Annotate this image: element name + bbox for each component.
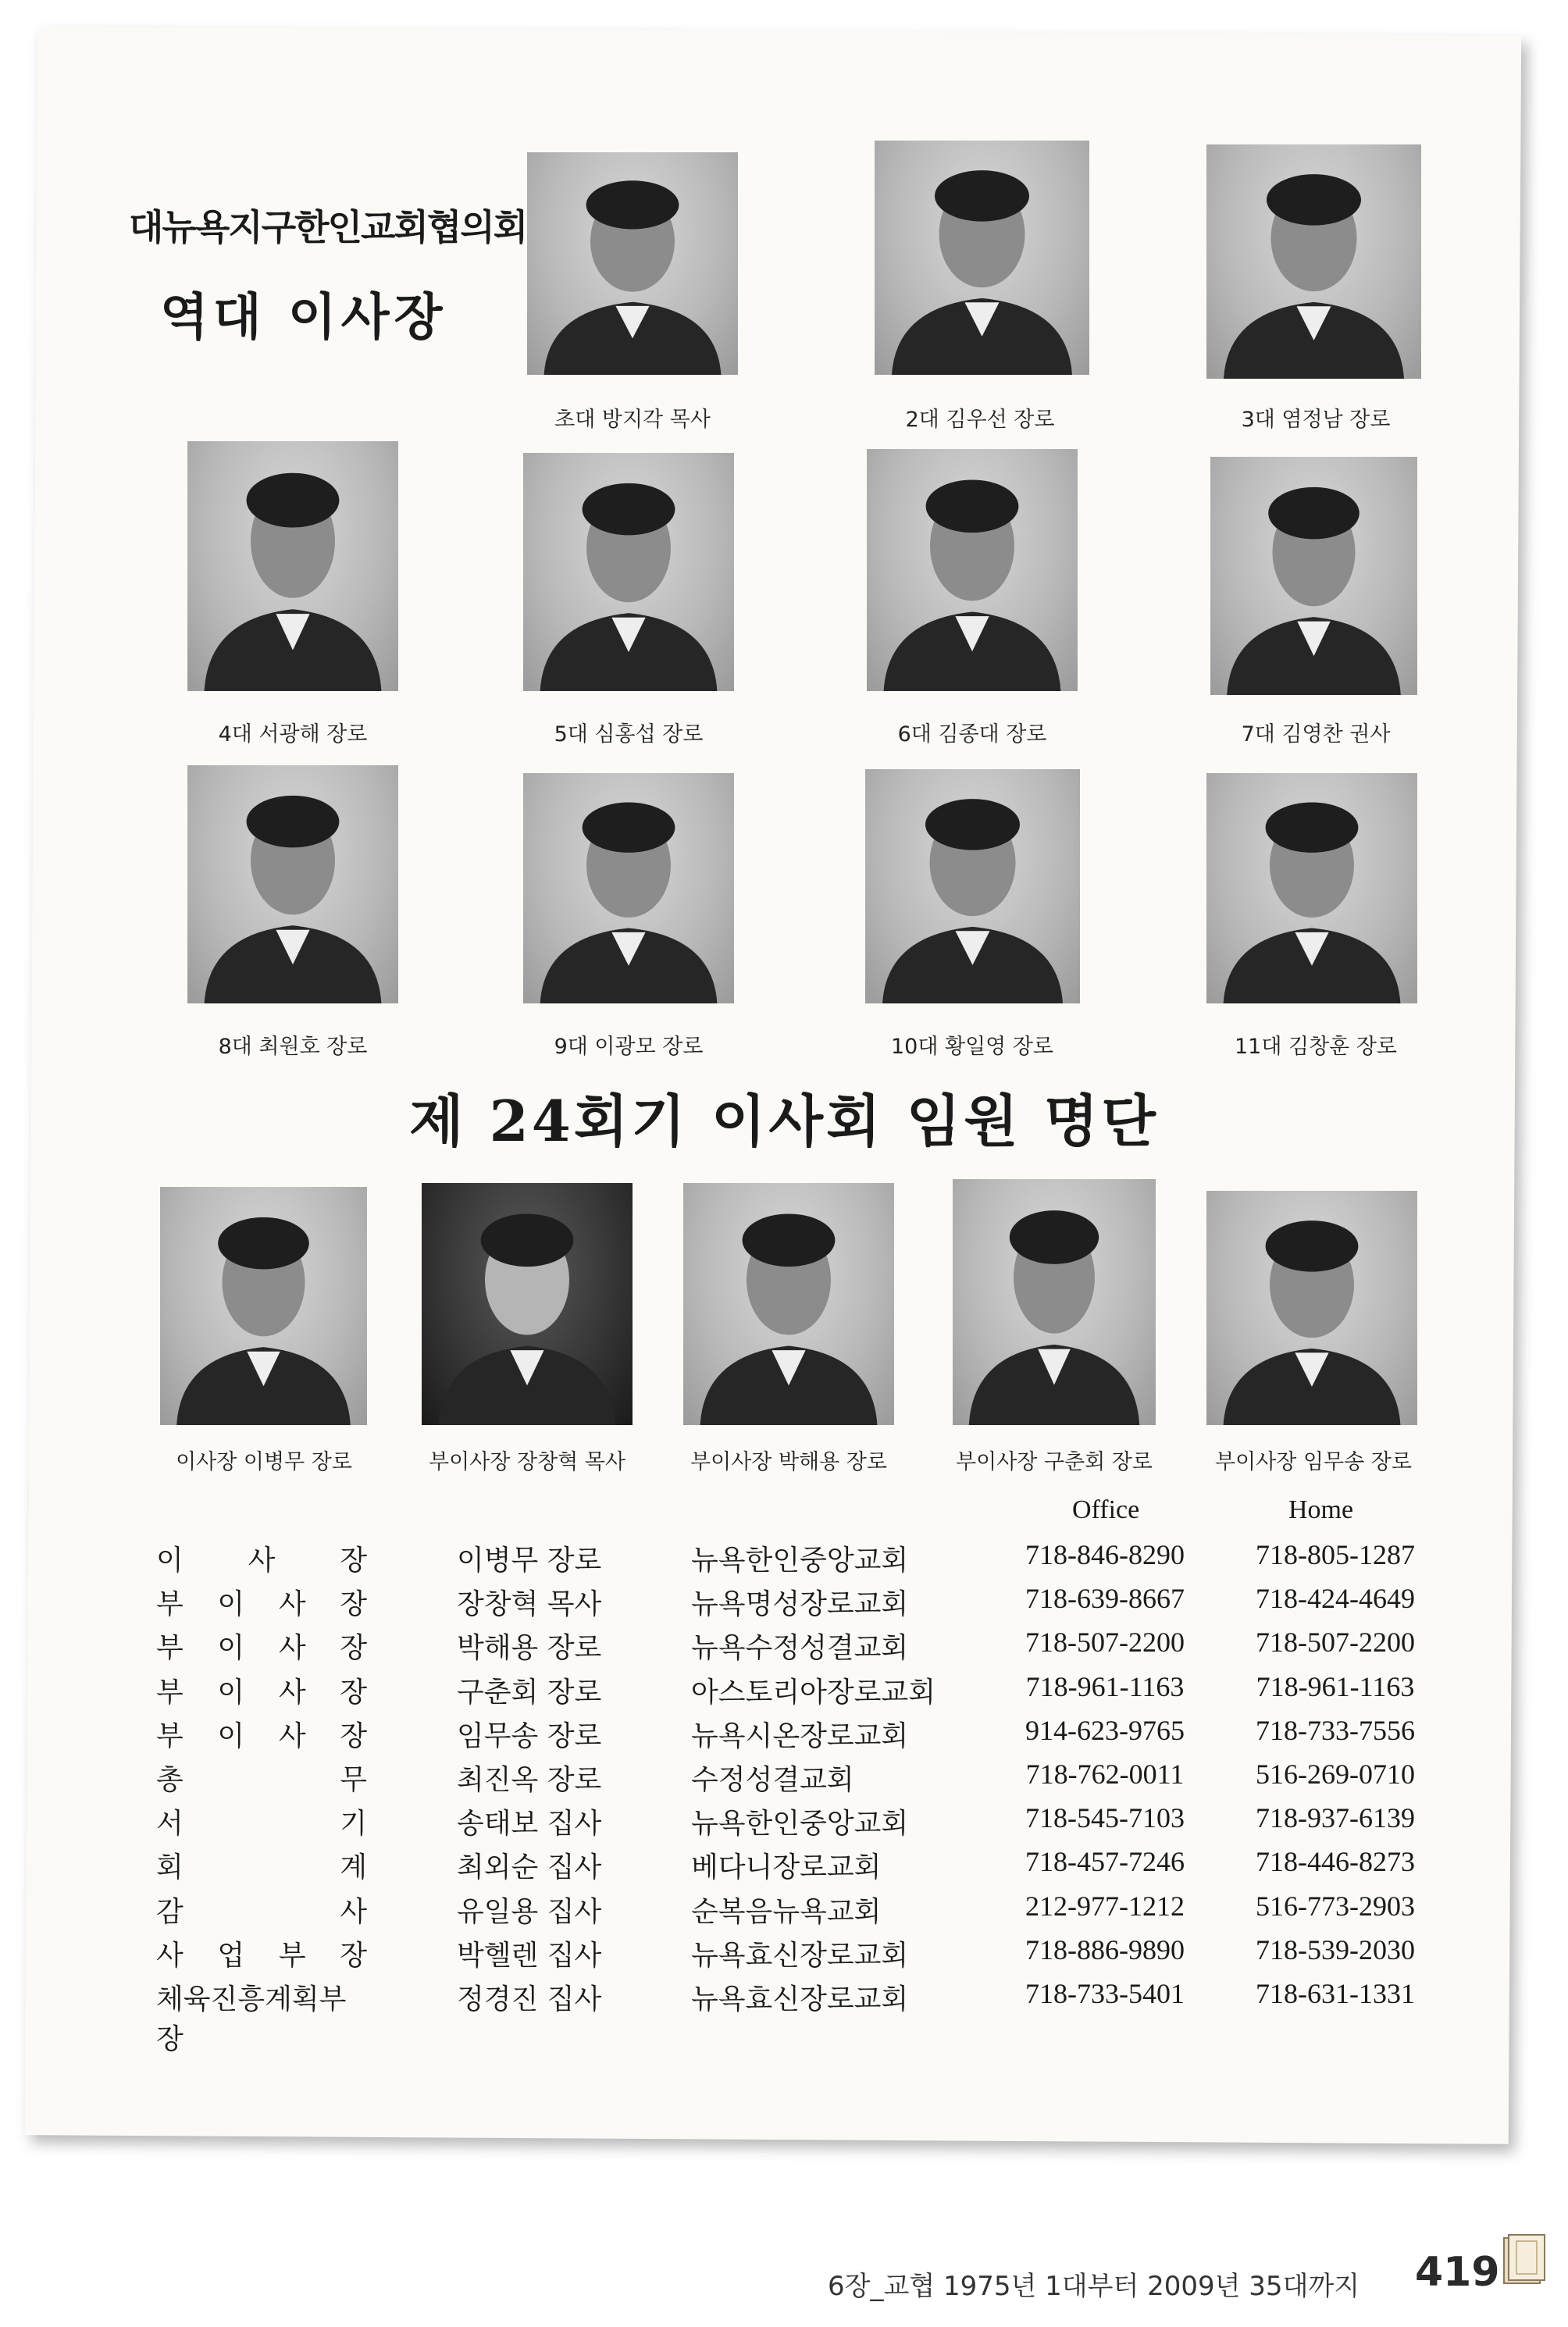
- person-silhouette-icon: [523, 453, 734, 691]
- table-row: [0, 1933, 1568, 1977]
- position-char: 부: [156, 1632, 184, 1665]
- name-cell: 장창혁 목사: [457, 1588, 602, 1621]
- portrait-photo: [865, 769, 1080, 1003]
- person-silhouette-icon: [1210, 457, 1417, 695]
- portrait-photo: [1210, 457, 1417, 695]
- position-cell: [156, 1758, 367, 1798]
- portrait-caption: 2대 김우선 장로: [905, 408, 1055, 432]
- position-char: 사: [278, 1632, 306, 1665]
- home-phone-cell: 516-773-2903: [1256, 1890, 1415, 1922]
- position-char: 사: [340, 1895, 367, 1928]
- home-phone-cell: 718-961-1163: [1256, 1670, 1415, 1702]
- position-char: 체육진흥계획부장: [156, 1983, 347, 2055]
- position-char: 부: [156, 1676, 184, 1709]
- portrait-photo: [1206, 773, 1417, 1003]
- person-silhouette-icon: [1206, 773, 1417, 1003]
- table-row: [0, 1801, 1568, 1845]
- portrait-photo: [523, 453, 734, 691]
- home-column-header: Home: [1288, 1495, 1354, 1524]
- table-row: [0, 1845, 1568, 1889]
- position-char: 장: [340, 1632, 367, 1665]
- home-phone-cell: 718-539-2030: [1256, 1933, 1415, 1965]
- office-phone-cell: 718-886-9890: [1025, 1933, 1185, 1965]
- portrait-photo: [953, 1179, 1156, 1425]
- position-char: 이: [217, 1632, 245, 1665]
- portrait-caption: 9대 이광모 장로: [554, 1035, 704, 1059]
- name-cell: 구춘회 장로: [457, 1676, 602, 1709]
- position-cell: [156, 1977, 367, 2057]
- person-silhouette-icon: [187, 441, 398, 691]
- position-char: 이: [217, 1588, 245, 1621]
- office-phone-cell: 718-507-2200: [1025, 1627, 1185, 1659]
- portrait-photo: [683, 1183, 894, 1425]
- church-cell: 뉴욕한인중앙교회: [691, 1808, 909, 1841]
- position-char: 사: [156, 1939, 184, 1972]
- portrait-caption: 부이사장 박해용 장로: [690, 1450, 887, 1474]
- church-cell: 뉴욕시온장로교회: [691, 1719, 909, 1752]
- church-cell: 뉴욕효신장로교회: [691, 1983, 909, 2015]
- office-phone-cell: 718-846-8290: [1025, 1539, 1185, 1570]
- name-cell: 이병무 장로: [457, 1545, 602, 1577]
- home-phone-cell: 718-937-6139: [1256, 1802, 1415, 1834]
- church-cell: 베다니장로교회: [691, 1851, 882, 1884]
- position-char: 장: [340, 1939, 367, 1972]
- person-silhouette-icon: [1206, 1191, 1417, 1425]
- position-cell: [156, 1626, 367, 1666]
- person-silhouette-icon: [953, 1179, 1156, 1425]
- name-cell: 박해용 장로: [457, 1632, 602, 1665]
- table-row: [0, 1670, 1568, 1714]
- home-phone-cell: 718-805-1287: [1256, 1539, 1415, 1570]
- person-silhouette-icon: [527, 152, 738, 375]
- position-char: 부: [156, 1719, 184, 1752]
- office-phone-cell: 718-639-8667: [1025, 1583, 1185, 1615]
- portrait-photo: [867, 449, 1078, 691]
- position-cell: [156, 1845, 367, 1885]
- table-row: [0, 1538, 1568, 1582]
- position-char: 계: [340, 1851, 367, 1884]
- office-phone-cell: 718-961-1163: [1025, 1670, 1185, 1702]
- person-silhouette-icon: [683, 1183, 894, 1425]
- book-icon: [1499, 2232, 1546, 2286]
- position-char: 이: [217, 1676, 245, 1709]
- name-cell: 최진옥 장로: [457, 1764, 602, 1796]
- name-cell: 송태보 집사: [457, 1808, 602, 1841]
- church-cell: 뉴욕수정성결교회: [691, 1632, 909, 1665]
- portrait-caption: 10대 황일영 장로: [890, 1035, 1053, 1059]
- church-cell: 뉴욕효신장로교회: [691, 1939, 909, 1972]
- church-cell: 뉴욕명성장로교회: [691, 1588, 909, 1621]
- office-phone-cell: 212-977-1212: [1025, 1890, 1185, 1922]
- position-char: 감: [156, 1895, 184, 1928]
- church-cell: 수정성결교회: [691, 1764, 854, 1796]
- person-silhouette-icon: [867, 449, 1078, 691]
- position-char: 회: [156, 1851, 184, 1884]
- position-char: 부: [278, 1939, 306, 1972]
- table-row: [0, 1582, 1568, 1626]
- home-phone-cell: 718-631-1331: [1256, 1978, 1415, 2009]
- page-subtitle: 역대 이사장: [160, 288, 447, 347]
- home-phone-cell: 718-507-2200: [1256, 1627, 1415, 1659]
- portrait-caption: 3대 염정남 장로: [1241, 408, 1391, 432]
- person-silhouette-icon: [523, 773, 734, 1003]
- position-cell: [156, 1933, 367, 1973]
- person-silhouette-icon: [187, 765, 398, 1003]
- position-char: 사: [278, 1719, 306, 1752]
- position-char: 이: [156, 1545, 184, 1577]
- table-row: [0, 1626, 1568, 1670]
- table-row: [0, 1890, 1568, 1933]
- portrait-caption: 6대 김종대 장로: [897, 722, 1047, 747]
- organization-title: 대뉴욕지구한인교회협의회: [129, 206, 527, 248]
- portrait-caption: 이사장 이병무 장로: [176, 1450, 352, 1474]
- person-silhouette-icon: [160, 1187, 367, 1425]
- portrait-photo: [187, 765, 398, 1003]
- church-cell: 순복음뉴욕교회: [691, 1895, 882, 1928]
- page-number: 419: [1415, 2249, 1500, 2296]
- position-cell: [156, 1582, 367, 1622]
- person-silhouette-icon: [865, 769, 1080, 1003]
- portrait-caption: 부이사장 장창혁 목사: [429, 1450, 625, 1474]
- office-phone-cell: 718-733-5401: [1025, 1978, 1185, 2009]
- office-phone-cell: 718-545-7103: [1025, 1802, 1185, 1834]
- position-cell: [156, 1801, 367, 1841]
- position-char: 부: [156, 1588, 184, 1621]
- portrait-caption: 7대 김영찬 권사: [1241, 722, 1391, 747]
- table-row: [0, 1977, 1568, 2055]
- position-char: 이: [217, 1719, 245, 1752]
- person-silhouette-icon: [875, 141, 1089, 375]
- table-row: [0, 1714, 1568, 1758]
- position-char: 총: [156, 1764, 184, 1796]
- position-char: 사: [278, 1588, 306, 1621]
- home-phone-cell: 516-269-0710: [1256, 1759, 1415, 1790]
- office-phone-cell: 718-457-7246: [1025, 1846, 1185, 1878]
- position-char: 사: [278, 1676, 306, 1709]
- portrait-photo: [523, 773, 734, 1003]
- position-char: 장: [340, 1719, 367, 1752]
- portrait-photo: [527, 152, 738, 375]
- table-row: [0, 1758, 1568, 1801]
- position-char: 무: [340, 1764, 367, 1796]
- church-cell: 아스토리아장로교회: [691, 1676, 935, 1709]
- portrait-photo: [1206, 1191, 1417, 1425]
- portrait-caption: 초대 방지각 목사: [554, 408, 711, 432]
- position-cell: [156, 1538, 367, 1578]
- person-silhouette-icon: [1206, 144, 1421, 379]
- portrait-photo: [422, 1183, 633, 1425]
- portrait-photo: [1206, 144, 1421, 379]
- chapter-footer: 6장_교협 1975년 1대부터 2009년 35대까지: [828, 2271, 1360, 2302]
- portrait-caption: 4대 서광해 장로: [218, 722, 368, 747]
- portrait-caption: 5대 심홍섭 장로: [554, 722, 704, 747]
- office-phone-cell: 914-623-9765: [1025, 1714, 1185, 1746]
- portrait-caption: 부이사장 임무송 장로: [1215, 1450, 1412, 1474]
- portrait-photo: [875, 141, 1089, 375]
- home-phone-cell: 718-733-7556: [1256, 1714, 1415, 1746]
- position-char: 장: [340, 1676, 367, 1709]
- name-cell: 정경진 집사: [457, 1983, 602, 2015]
- position-cell: [156, 1670, 367, 1710]
- position-char: 장: [340, 1545, 367, 1577]
- office-phone-cell: 718-762-0011: [1025, 1759, 1185, 1790]
- name-cell: 유일용 집사: [457, 1895, 602, 1928]
- position-char: 사: [248, 1545, 276, 1577]
- home-phone-cell: 718-424-4649: [1256, 1583, 1415, 1615]
- church-cell: 뉴욕한인중앙교회: [691, 1545, 909, 1577]
- portrait-photo: [187, 441, 398, 691]
- name-cell: 임무송 장로: [457, 1719, 602, 1752]
- section-title: 제 24회기 이사회 임원 명단: [409, 1088, 1159, 1154]
- name-cell: 박헬렌 집사: [457, 1939, 602, 1972]
- portrait-caption: 부이사장 구춘회 장로: [956, 1450, 1153, 1474]
- position-char: 서: [156, 1808, 184, 1841]
- person-silhouette-icon: [422, 1183, 633, 1425]
- portrait-caption: 8대 최원호 장로: [218, 1035, 368, 1059]
- office-column-header: Office: [1072, 1495, 1140, 1524]
- home-phone-cell: 718-446-8273: [1256, 1846, 1415, 1878]
- position-cell: [156, 1714, 367, 1754]
- position-char: 업: [217, 1939, 245, 1972]
- name-cell: 최외순 집사: [457, 1851, 602, 1884]
- portrait-caption: 11대 김창훈 장로: [1234, 1035, 1397, 1059]
- position-char: 장: [340, 1588, 367, 1621]
- portrait-photo: [160, 1187, 367, 1425]
- position-cell: [156, 1890, 367, 1930]
- position-char: 기: [340, 1808, 367, 1841]
